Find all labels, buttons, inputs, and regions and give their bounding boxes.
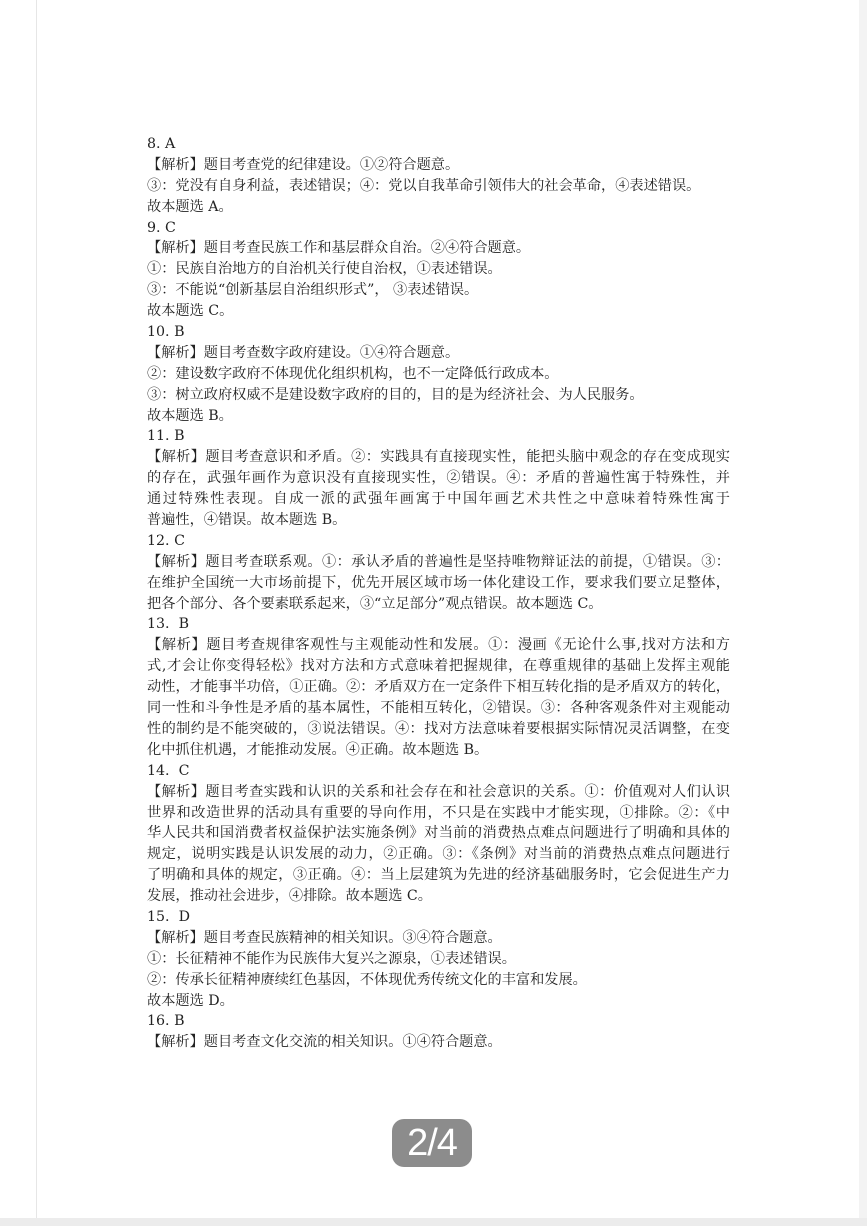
text-line: 8. A (147, 136, 176, 152)
text-line: 【解析】题目考查党的纪律建设。①②符合题意。 (147, 156, 460, 173)
page-bottom-edge (0, 1218, 867, 1226)
text-line: 把各个部分、各个要素联系起来，③“立足部分”观点错误。故本题选 C。 (147, 595, 603, 612)
text-line: 故本题选 C。 (147, 303, 234, 320)
text-line: 【解析】题目考查民族工作和基层群众自治。②④符合题意。 (147, 240, 531, 257)
text-line: 世界和改造世界的活动具有重要的导向作用，不只是在实践中才能实现，①排除。②：《中 (147, 804, 730, 821)
text-line: ②：传承长征精神赓续红色基因，不体现优秀传统文化的丰富和发展。 (147, 971, 587, 988)
text-line: 【解析】题目考查文化交流的相关知识。①④符合题意。 (147, 1034, 502, 1051)
text-line: ③：树立政府权威不是建设数字政府的目的，目的是为经济社会、为人民服务。 (147, 386, 644, 403)
text-line: 【解析】题目考查数字政府建设。①④符合题意。 (147, 344, 460, 361)
text-line: 13. B (147, 616, 190, 633)
text-line: 16. B (147, 1013, 185, 1030)
text-line: 【解析】题目考查民族精神的相关知识。③④符合题意。 (147, 929, 502, 946)
text-line: ①：民族自治地方的自治机关行使自治权，①表述错误。 (147, 261, 502, 278)
answer-explanations (147, 134, 730, 1053)
text-line: 式,才会让你变得轻松》找对方法和方式意味着把握规律，在尊重规律的基础上发挥主观能 (147, 658, 730, 675)
text-line: 故本题选 A。 (147, 198, 233, 215)
text-line: 动性，才能事半功倍，①正确。②：矛盾双方在一定条件下相互转化指的是矛盾双方的转化， (147, 679, 730, 696)
text-line: 15. D (147, 908, 190, 925)
text-line: 10. B (147, 324, 185, 341)
text-line: 9. C (147, 219, 176, 236)
text-line: 12. C (147, 532, 185, 549)
text-line: 通过特殊性表现。自成一派的武强年画寓于中国年画艺术共性之中意味着特殊性寓于 (147, 491, 730, 508)
text-line: 【解析】题目考查实践和认识的关系和社会存在和社会意识的关系。①：价值观对人们认识 (147, 783, 730, 800)
text-line: 11. B (147, 428, 185, 445)
text-line: 同一性和斗争性是矛盾的基本属性，不能相互转化，②错误。③：各种客观条件对主观能动 (147, 700, 730, 717)
text-line: 性的制约是不能突破的，③说法错误。④：找对方法意味着要根据实际情况灵活调整，在变 (147, 720, 730, 737)
page-indicator[interactable]: 2/4 (392, 1119, 472, 1167)
text-line: 【解析】题目考查规律客观性与主观能动性和发展。①：漫画《无论什么事,找对方法和方 (147, 637, 730, 654)
text-line: 发展，推动社会进步，④排除。故本题选 C。 (147, 888, 432, 905)
text-line: 【解析】题目考查意识和矛盾。②：实践具有直接现实性，能把头脑中观念的存在变成现实 (147, 449, 730, 466)
text-line: ②：建设数字政府不体现优化组织机构，也不一定降低行政成本。 (147, 365, 559, 382)
text-line: 的存在，武强年画作为意识没有直接现实性，②错误。④：矛盾的普遍性寓于特殊性，并 (147, 470, 730, 487)
text-line: 化中抓住机遇，才能推动发展。④正确。故本题选 B。 (147, 741, 489, 758)
text-line: 【解析】题目考查联系观。①：承认矛盾的普遍性是坚持唯物辩证法的前提，①错误。③： (147, 553, 730, 570)
text-line: ③：不能说“创新基层自治组织形式”， ③表述错误。 (147, 282, 479, 299)
text-line: 规定，说明实践是认识发展的动力，②正确。③：《条例》对当前的消费热点难点问题进行 (147, 846, 730, 863)
text-line: 在维护全国统一大市场前提下，优先开展区域市场一体化建设工作，要求我们要立足整体， (147, 574, 730, 591)
text-line: 了明确和具体的规定，③正确。④：当上层建筑为先进的经济基础服务时，它会促进生产力 (147, 867, 730, 884)
text-line: 故本题选 D。 (147, 992, 234, 1009)
text-line: ③：党没有自身利益，表述错误；④：党以自我革命引领伟大的社会革命，④表述错误。 (147, 177, 701, 194)
text-line: ①：长征精神不能作为民族伟大复兴之源泉，①表述错误。 (147, 950, 516, 967)
text-line: 华人民共和国消费者权益保护法实施条例》对当前的消费热点难点问题进行了明确和具体的 (147, 825, 730, 842)
text-line: 14. C (147, 762, 190, 779)
text-line: 普遍性，④错误。故本题选 B。 (147, 512, 347, 529)
text-line: 故本题选 B。 (147, 407, 233, 424)
page-left-border (36, 0, 37, 1226)
page-right-edge (859, 0, 867, 1226)
